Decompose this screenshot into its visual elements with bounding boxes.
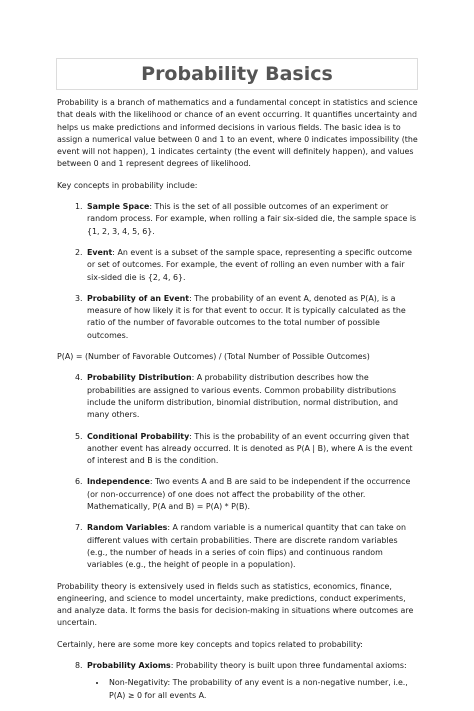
concept-list-c — [57, 660, 419, 702]
list-item — [85, 372, 419, 421]
concept-term: Sample Space — [87, 202, 150, 212]
probability-formula: P(A) = (Number of Favorable Outcomes) / (Total Number of Possible Outcomes) — [57, 352, 370, 362]
concept-text: : This is the probability of an event occurring given that another event has already occurred. It is denoted as P(A | B), where A is the event of interest and B is the condition. — [87, 431, 413, 466]
axiom-bullets — [87, 677, 419, 702]
concept-text: : An event is a subset of the sample space, representing a specific outcome or set of outcomes. For example, the event of rolling an even number with a fair six-sided die is {2, 4, 6}. — [87, 247, 413, 282]
concept-text: : A random variable is a numerical quantity that can take on different values with certain probabilities. There are discrete random variables (e.g., the number of heads in a series of coin flips) and continuous random variables (e.g., the height of people in a population). — [87, 523, 406, 570]
bullet-item: • Non-Negativity: The probability of any event is a non-negative number, i.e., P(A) ≥ 0 for all events A. — [107, 677, 419, 702]
document-body — [57, 97, 419, 711]
list-item — [85, 660, 419, 702]
list-item — [85, 201, 419, 238]
concept-list-b — [57, 372, 419, 571]
concept-term: Probability Distribution — [87, 373, 192, 383]
concept-text: : This is the set of all possible outcomes of an experiment or random process. For example, when rolling a fair six-sided die, the sample space is {1, 2, 3, 4, 5, 6}. — [87, 202, 417, 236]
concept-text: : Two events A and B are said to be independent if the occurrence (or non-occurrence) of one does not affect the probability of the other. Mathematically, P(A and B) = P(A) * P(B). — [87, 477, 411, 512]
concept-term: Independence — [87, 477, 150, 487]
list-item — [85, 522, 419, 571]
list-item — [85, 476, 419, 513]
concept-text: : The probability of an event A, denoted as P(A), is a measure of how likely it is for that event to occur. It is typically calculated as the ratio of the number of favorable outcomes to the total number of possible outcomes. — [87, 293, 406, 340]
title-box — [56, 58, 418, 90]
concept-list-a — [57, 201, 419, 342]
applications-paragraph: Probability theory is extensively used in fields such as statistics, economics, finance, engineering, and science to model uncertainty, make predictions, conduct experiments, and analyze data. It forms the basis for decision-making in situations where outcomes are uncertain. — [57, 581, 414, 628]
intro-paragraph: Probability is a branch of mathematics and a fundamental concept in statistics and science that deals with the likelihood or chance of an event occurring. It quantifies uncertainty and helps us make predictions and informed decisions in various fields. The basic idea is to assign a numerical value between 0 and 1 to an event, where 0 indicates impossibility (the event will not happen), 1 indicates certainty (the event will definitely happen), and values between 0 and 1 represent degrees of likelihood. — [57, 98, 418, 169]
concept-term: Random Variables — [87, 523, 168, 533]
page-title: Probability Basics — [141, 63, 333, 85]
concept-term: Conditional Probability — [87, 431, 190, 441]
list-item — [85, 293, 419, 342]
concept-term: Probability Axioms — [87, 660, 171, 670]
list-item — [85, 431, 419, 468]
concept-term: Event — [87, 247, 113, 257]
more-concepts-lead: Certainly, here are some more key concepts and topics related to probability: — [57, 639, 363, 649]
key-concepts-lead: Key concepts in probability include: — [57, 180, 198, 190]
concept-term: Probability of an Event — [87, 293, 190, 303]
concept-text: : A probability distribution describes how the probabilities are assigned to various events. Common probability distributions include the uniform distribution, binomial distribution, normal distribution, and many others. — [87, 373, 399, 420]
list-item — [85, 247, 419, 284]
concept-text: : Probability theory is built upon three fundamental axioms: — [170, 660, 407, 670]
